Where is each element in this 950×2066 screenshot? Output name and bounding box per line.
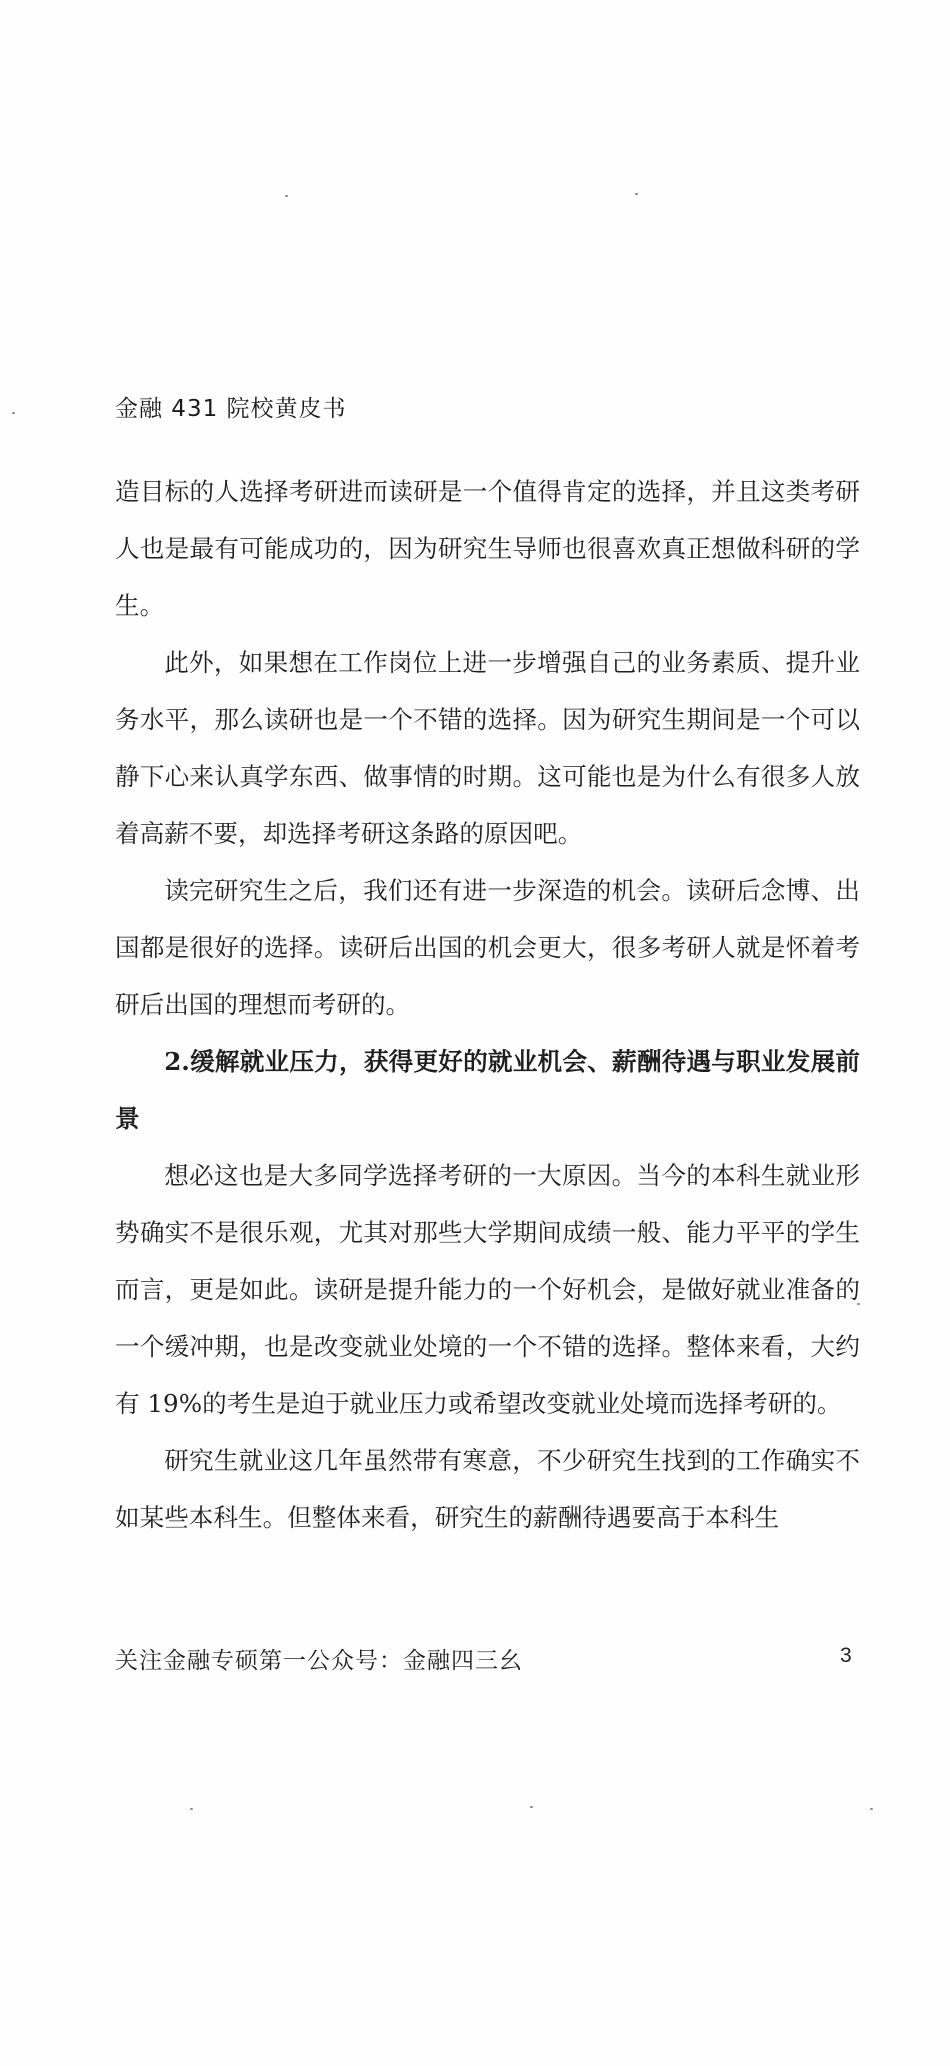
- scan-speck: [635, 193, 638, 195]
- running-header: 金融 431 院校黄皮书: [115, 396, 347, 422]
- scan-speck: [190, 1808, 193, 1810]
- scan-speck: [12, 412, 15, 414]
- scan-speck: [530, 1806, 533, 1808]
- scan-speck: [285, 195, 288, 197]
- paragraph: 想必这也是大多同学选择考研的一大原因。当今的本科生就业形势确实不是很乐观，尤其对那些大学期间成绩一般、能力平平的学生而言，更是如此。读研是提升能力的一个好机会，是做好就业准备的一个缓冲期，也是改变就业处境的一个不错的选择。整体来看，大约有 19%的考生是迫于就业压力或希望改变就业处境而选择考研的。: [115, 1161, 860, 1418]
- footer-note: 关注金融专硕第一公众号：金融四三幺: [115, 1648, 523, 1674]
- paragraph: 读完研究生之后，我们还有进一步深造的机会。读研后念博、出国都是很好的选择。读研后出国的机会更大，很多考研人就是怀着考研后出国的理想而考研的。: [115, 876, 860, 1019]
- body-text: [115, 463, 860, 1546]
- paragraph-continuation: 造目标的人选择考研进而读研是一个值得肯定的选择，并且这类考研人也是最有可能成功的，因为研究生导师也很喜欢真正想做科研的学生。: [115, 477, 860, 620]
- page-number: 3: [840, 1644, 852, 1667]
- paragraph: 此外，如果想在工作岗位上进一步增强自己的业务素质、提升业务水平，那么读研也是一个不错的选择。因为研究生期间是一个可以静下心来认真学东西、做事情的时期。这可能也是为什么有很多人放着高薪不要，却选择考研这条路的原因吧。: [115, 648, 860, 848]
- paragraph: 研究生就业这几年虽然带有寒意，不少研究生找到的工作确实不如某些本科生。但整体来看，研究生的薪酬待遇要高于本科生: [115, 1446, 860, 1532]
- scan-speck: [870, 1808, 873, 1810]
- section-heading: 2.缓解就业压力，获得更好的就业机会、薪酬待遇与职业发展前景: [115, 1047, 860, 1133]
